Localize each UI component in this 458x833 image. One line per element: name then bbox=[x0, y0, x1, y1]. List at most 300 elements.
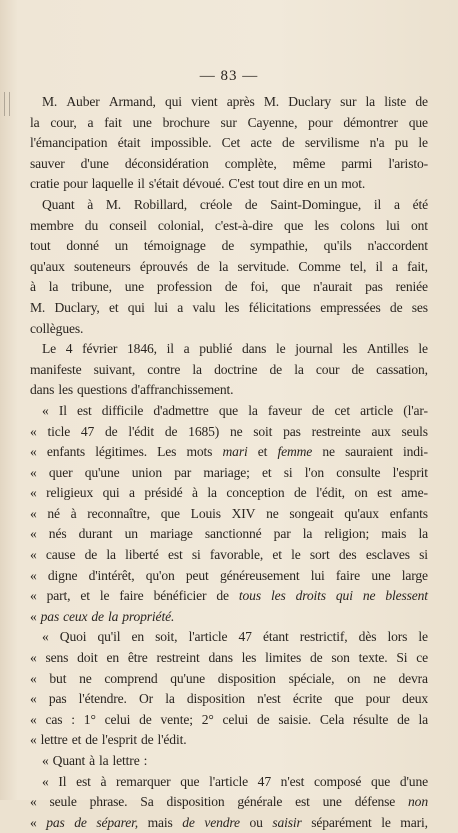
word: disposition bbox=[217, 670, 276, 686]
word: pour bbox=[63, 176, 88, 192]
text-line bbox=[30, 216, 428, 237]
word: Quant bbox=[42, 196, 75, 212]
word: né bbox=[47, 505, 60, 521]
text-line bbox=[30, 380, 428, 401]
word: brochure bbox=[162, 114, 210, 130]
word: mari bbox=[222, 444, 248, 460]
word: de bbox=[139, 711, 152, 727]
word: et bbox=[272, 547, 282, 563]
word: reconnaître, bbox=[87, 505, 151, 521]
word: aux bbox=[371, 423, 391, 439]
word: Il bbox=[58, 773, 67, 789]
word: tous bbox=[238, 588, 261, 604]
word: « bbox=[30, 588, 37, 604]
word: qu'une bbox=[170, 670, 206, 686]
word: tout bbox=[258, 176, 279, 192]
word: devra bbox=[398, 670, 428, 686]
word: qui bbox=[102, 485, 120, 501]
word: d'une bbox=[80, 155, 109, 171]
word: : bbox=[71, 711, 75, 727]
word: « bbox=[30, 485, 37, 501]
word: : bbox=[143, 753, 148, 768]
word: « bbox=[30, 444, 37, 460]
word: février bbox=[82, 341, 118, 357]
text-line bbox=[30, 463, 428, 484]
word: phrase. bbox=[89, 794, 128, 810]
word: article bbox=[360, 402, 394, 418]
word: n'accordent bbox=[367, 238, 428, 254]
word: blessent bbox=[385, 588, 428, 604]
word: celui bbox=[222, 711, 249, 727]
word: soit bbox=[253, 423, 273, 439]
word: que bbox=[180, 773, 200, 789]
word: fait bbox=[104, 114, 122, 130]
word: seuls bbox=[401, 423, 428, 439]
word: 1° bbox=[83, 711, 96, 727]
text-line bbox=[30, 586, 428, 607]
word: disposition bbox=[186, 691, 245, 707]
word: par bbox=[174, 464, 192, 480]
word: esclaves bbox=[365, 547, 410, 563]
word: « bbox=[30, 547, 37, 563]
word: à bbox=[70, 505, 77, 521]
page-number: — 83 — bbox=[199, 68, 259, 84]
word: seule bbox=[49, 794, 77, 810]
word: spéciale, bbox=[288, 670, 335, 686]
word: il bbox=[137, 176, 145, 192]
text-line bbox=[30, 730, 428, 751]
word: Saint-Domingue, bbox=[270, 196, 362, 212]
word: dès bbox=[358, 629, 377, 645]
word: 1685) bbox=[188, 423, 220, 439]
word: « bbox=[30, 464, 37, 480]
word: composé bbox=[313, 773, 362, 789]
word: on bbox=[347, 670, 361, 686]
word: doctrine bbox=[214, 361, 258, 377]
word: l'on bbox=[304, 464, 325, 480]
word: indi- bbox=[402, 444, 428, 460]
word: à bbox=[100, 773, 107, 789]
text-line bbox=[30, 751, 428, 772]
word: si bbox=[283, 464, 293, 480]
word: sur bbox=[220, 114, 237, 130]
word: il bbox=[375, 258, 383, 274]
word: l'article bbox=[188, 629, 228, 645]
word: cassation, bbox=[376, 361, 428, 377]
word: « bbox=[30, 505, 37, 521]
word: n'est bbox=[257, 691, 281, 707]
text-line bbox=[30, 154, 428, 175]
word: celui bbox=[104, 711, 131, 727]
word: de bbox=[216, 588, 229, 604]
word: sauver bbox=[30, 155, 65, 171]
word: une bbox=[371, 567, 391, 583]
word: manifeste bbox=[30, 361, 82, 377]
word: qu'aux bbox=[344, 505, 379, 521]
word: « bbox=[30, 650, 37, 666]
word: lettre bbox=[40, 732, 68, 748]
word: Quant bbox=[52, 753, 86, 768]
word: 1846, bbox=[127, 341, 157, 357]
word: limites bbox=[265, 650, 302, 666]
word: M. bbox=[263, 94, 280, 109]
word: l'édit, bbox=[315, 485, 345, 501]
margin-mark bbox=[4, 92, 10, 116]
word: Duclary, bbox=[54, 299, 100, 315]
word: union bbox=[131, 464, 162, 480]
word: pas bbox=[48, 691, 67, 707]
word: le bbox=[276, 341, 286, 357]
word: collègues. bbox=[30, 320, 84, 336]
word: « bbox=[30, 670, 37, 686]
word: de bbox=[140, 732, 154, 748]
word: cratie bbox=[30, 176, 60, 192]
word: liberté bbox=[125, 547, 159, 563]
text-line bbox=[30, 772, 428, 793]
word: mais bbox=[381, 526, 407, 542]
word: faire bbox=[119, 588, 144, 604]
word: d'intérêt, bbox=[88, 567, 135, 583]
text-line bbox=[30, 257, 428, 278]
word: sens bbox=[45, 650, 69, 666]
text-line bbox=[30, 689, 428, 710]
word: vente; bbox=[160, 711, 193, 727]
word: que bbox=[218, 402, 239, 418]
word: pas bbox=[365, 279, 383, 295]
word: que bbox=[370, 773, 391, 789]
text-line bbox=[30, 483, 428, 504]
word: été bbox=[412, 196, 428, 212]
word: Or bbox=[138, 691, 154, 707]
word: 2° bbox=[201, 711, 214, 727]
word: et bbox=[71, 732, 82, 748]
word: colonial, bbox=[157, 217, 204, 233]
word: l'esprit bbox=[101, 732, 137, 748]
word: comprend bbox=[104, 670, 158, 686]
word: M. bbox=[42, 94, 58, 109]
word: les bbox=[58, 382, 73, 398]
word: digne bbox=[47, 567, 78, 583]
word: pour bbox=[308, 114, 333, 130]
word: ne bbox=[79, 670, 92, 686]
text-line bbox=[30, 401, 428, 422]
word: bénéficier bbox=[153, 588, 207, 604]
word: ou bbox=[249, 814, 263, 830]
word: une bbox=[132, 114, 152, 130]
word: pas bbox=[40, 608, 60, 624]
word: de bbox=[282, 135, 295, 151]
word: Cet bbox=[221, 135, 241, 151]
word: C'est bbox=[228, 176, 255, 192]
word: faire bbox=[335, 567, 361, 583]
word: mais bbox=[147, 814, 173, 830]
word: séparer, bbox=[96, 814, 139, 830]
word: les bbox=[342, 341, 358, 357]
word: les bbox=[314, 217, 330, 233]
word: « bbox=[30, 567, 37, 583]
word: « bbox=[42, 402, 49, 418]
word: colons bbox=[340, 217, 375, 233]
word: de bbox=[293, 485, 307, 501]
word: deux bbox=[402, 691, 428, 707]
word: séparément bbox=[311, 814, 372, 830]
word: déconsidération bbox=[124, 155, 209, 171]
word: 47 bbox=[238, 629, 252, 645]
word: enfants bbox=[389, 505, 428, 521]
word: doit bbox=[77, 650, 98, 666]
word: songeait bbox=[289, 505, 334, 521]
word: suivant, bbox=[93, 361, 136, 377]
word: « bbox=[30, 526, 37, 542]
text-line bbox=[30, 174, 428, 195]
word: a bbox=[87, 114, 94, 130]
word: la bbox=[107, 608, 119, 624]
word: mariage; bbox=[203, 464, 250, 480]
word: de bbox=[309, 650, 323, 666]
word: ceux bbox=[63, 608, 88, 624]
word: des bbox=[338, 547, 357, 563]
word: dans bbox=[208, 650, 233, 666]
word: M. bbox=[30, 299, 46, 315]
word: est bbox=[76, 402, 92, 418]
word: l'article bbox=[209, 773, 248, 789]
word: le bbox=[291, 547, 301, 563]
word: servilisme bbox=[304, 135, 360, 151]
word: si bbox=[191, 547, 201, 563]
word: une bbox=[322, 794, 342, 810]
word: reniée bbox=[395, 279, 428, 295]
word: et bbox=[262, 464, 272, 480]
word: restreint bbox=[156, 650, 200, 666]
word: l'édit. bbox=[157, 732, 187, 748]
word: la bbox=[248, 402, 258, 418]
word: femme bbox=[277, 444, 313, 460]
word: écrite bbox=[292, 691, 323, 707]
word: enfants bbox=[46, 444, 86, 460]
word: nés bbox=[48, 526, 67, 542]
word: légitimes. bbox=[95, 444, 147, 460]
word: que bbox=[284, 217, 304, 233]
word: sympathie, bbox=[250, 238, 308, 254]
text-line bbox=[30, 195, 428, 216]
word: religion; bbox=[324, 526, 370, 542]
word: faveur bbox=[267, 402, 302, 418]
word: questions bbox=[76, 382, 127, 398]
word: de bbox=[221, 238, 235, 254]
word: est bbox=[76, 773, 91, 789]
word: le bbox=[418, 629, 428, 645]
word: ses bbox=[411, 299, 428, 315]
word: texte. bbox=[358, 650, 388, 666]
word: difficile bbox=[101, 402, 144, 418]
word: restreinte bbox=[311, 423, 361, 439]
text-line bbox=[30, 92, 428, 113]
word: la bbox=[106, 547, 116, 563]
word: ame- bbox=[401, 485, 428, 501]
word: « bbox=[30, 608, 37, 624]
word: conseil bbox=[109, 217, 147, 233]
word: est bbox=[377, 485, 392, 501]
word: XIV bbox=[231, 505, 256, 521]
word: à bbox=[30, 279, 36, 295]
word: disposition bbox=[166, 794, 225, 810]
word: saisie. bbox=[278, 711, 311, 727]
word: dévoué. bbox=[182, 176, 225, 192]
word: Cayenne, bbox=[247, 114, 298, 130]
word: cas bbox=[45, 711, 63, 727]
word: Comme bbox=[298, 258, 341, 274]
word: tout bbox=[30, 238, 51, 254]
word: journal bbox=[295, 341, 333, 357]
word: M. bbox=[105, 196, 122, 212]
word: ne bbox=[229, 423, 243, 439]
word: durant bbox=[78, 526, 113, 542]
word: quer bbox=[48, 464, 73, 480]
word: Le bbox=[42, 341, 57, 357]
word: de bbox=[397, 711, 410, 727]
word: les bbox=[224, 299, 240, 315]
word: Louis bbox=[190, 505, 221, 521]
word: lettre bbox=[112, 753, 140, 768]
word: le bbox=[381, 814, 391, 830]
word: qui bbox=[164, 94, 182, 109]
word: Les bbox=[157, 444, 177, 460]
word: lui bbox=[154, 299, 168, 315]
word: le bbox=[418, 341, 428, 357]
word: être bbox=[127, 650, 148, 666]
word: de bbox=[84, 547, 98, 563]
word: après bbox=[226, 94, 255, 109]
word: de bbox=[196, 258, 210, 274]
word: défense bbox=[354, 794, 396, 810]
text-line bbox=[30, 504, 428, 525]
text-line bbox=[30, 648, 428, 669]
word: parmi bbox=[341, 155, 373, 171]
word: publié bbox=[199, 341, 233, 357]
word: éprouvés bbox=[139, 258, 188, 274]
word: qu'il bbox=[97, 629, 121, 645]
word: à bbox=[89, 753, 96, 768]
word: l'étendre. bbox=[78, 691, 127, 707]
word: la bbox=[365, 94, 376, 109]
word: démontrer bbox=[343, 114, 398, 130]
word: la bbox=[302, 526, 313, 542]
word: les bbox=[270, 588, 286, 604]
text-line bbox=[30, 442, 428, 463]
word: tel, bbox=[349, 258, 367, 274]
word: générale bbox=[237, 794, 283, 810]
word: « bbox=[30, 691, 37, 707]
word: Sa bbox=[140, 794, 154, 810]
word: favorable, bbox=[209, 547, 264, 563]
word: mariage bbox=[150, 526, 193, 542]
word: généreusement bbox=[219, 567, 300, 583]
word: ne bbox=[373, 670, 386, 686]
word: dans bbox=[241, 341, 267, 357]
word: Si bbox=[396, 650, 408, 666]
word: du bbox=[84, 217, 99, 233]
word: de bbox=[244, 196, 258, 212]
text-line bbox=[30, 422, 428, 443]
word: saisir bbox=[272, 814, 302, 830]
word: pu bbox=[394, 135, 409, 151]
word: lui bbox=[385, 217, 400, 233]
word: résulte bbox=[353, 711, 389, 727]
word: (l'ar- bbox=[403, 402, 428, 418]
word: « bbox=[30, 794, 37, 810]
text-line bbox=[30, 298, 428, 319]
word: le bbox=[99, 588, 110, 604]
word: laquelle bbox=[91, 176, 134, 192]
word: Cela bbox=[319, 711, 345, 727]
text-line bbox=[30, 524, 428, 545]
word: religieux bbox=[46, 485, 94, 501]
text-line bbox=[30, 792, 428, 813]
word: foi, bbox=[250, 279, 269, 295]
word: membre bbox=[30, 217, 74, 233]
word: « bbox=[30, 732, 37, 748]
word: Auber bbox=[66, 94, 100, 109]
word: le bbox=[418, 135, 428, 151]
word: est bbox=[295, 794, 310, 810]
word: il bbox=[166, 341, 174, 357]
word: « bbox=[42, 773, 49, 789]
word: restrictif, bbox=[299, 629, 348, 645]
word: une bbox=[124, 279, 144, 295]
word: large bbox=[401, 567, 428, 583]
word: impossible. bbox=[150, 135, 212, 151]
word: un bbox=[124, 526, 138, 542]
text-line bbox=[30, 607, 428, 628]
word: de bbox=[85, 732, 98, 748]
word: cet bbox=[334, 402, 350, 418]
word: a bbox=[393, 196, 400, 212]
text-line bbox=[30, 319, 428, 340]
word: qu'aux bbox=[30, 258, 65, 274]
word: a bbox=[128, 485, 135, 501]
body-text bbox=[30, 92, 428, 833]
word: part, bbox=[46, 588, 71, 604]
word: de bbox=[105, 423, 118, 439]
word: la bbox=[30, 114, 40, 130]
text-line bbox=[30, 627, 428, 648]
word: si bbox=[419, 547, 428, 563]
word: donné bbox=[66, 238, 99, 254]
word: félicitations bbox=[248, 299, 311, 315]
word: en bbox=[131, 629, 145, 645]
word: la bbox=[165, 691, 175, 707]
word: la bbox=[207, 485, 217, 501]
word: « bbox=[42, 753, 49, 768]
word: l'aristo- bbox=[388, 155, 428, 171]
word: a bbox=[392, 258, 398, 274]
word: l'esprit bbox=[392, 464, 428, 480]
word: ce bbox=[416, 650, 428, 666]
word: créole bbox=[199, 196, 233, 212]
word: 4 bbox=[65, 341, 73, 357]
word: fait, bbox=[407, 258, 428, 274]
word: peut bbox=[185, 567, 209, 583]
word: la bbox=[418, 711, 428, 727]
word: consulte bbox=[336, 464, 381, 480]
word: était bbox=[117, 135, 141, 151]
word: que bbox=[281, 279, 301, 295]
word: on bbox=[354, 485, 368, 501]
word: conception bbox=[226, 485, 285, 501]
text-line bbox=[30, 545, 428, 566]
word: de bbox=[389, 299, 403, 315]
word: présidé bbox=[144, 485, 183, 501]
